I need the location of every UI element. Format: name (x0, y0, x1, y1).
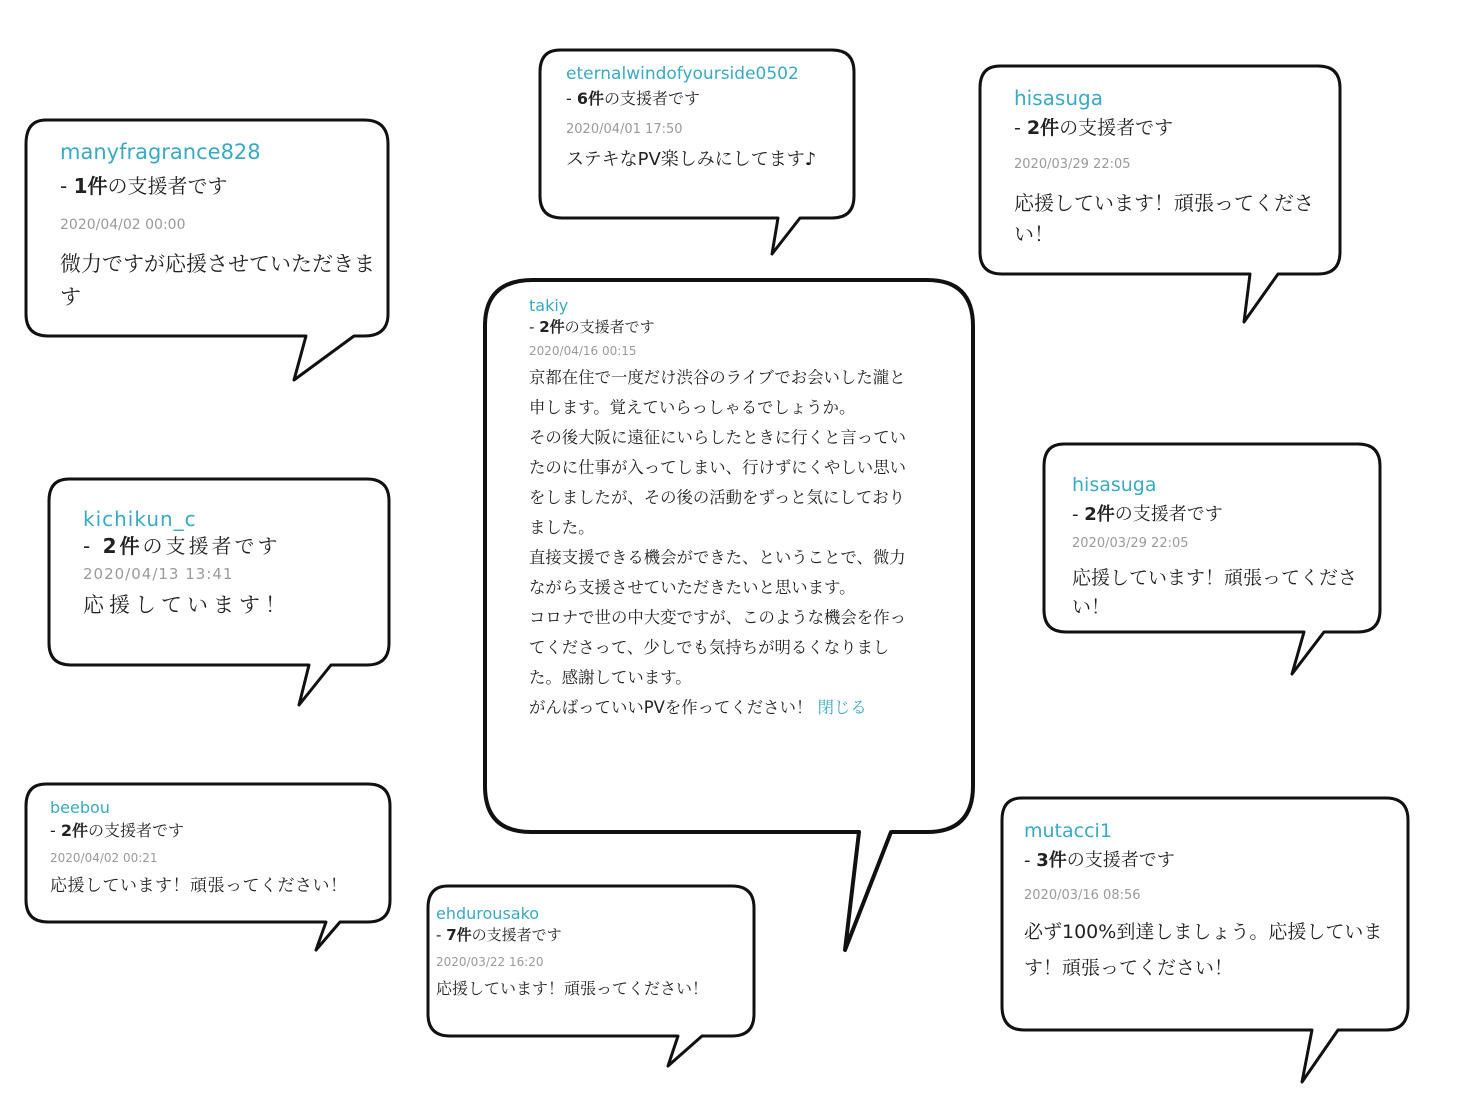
comment-bubble-mutacci1 (1000, 796, 1412, 1086)
comment-message: 必ず100%到達しましょう。応援しています！頑張ってください！ (1024, 920, 1383, 979)
comment-date: 2020/03/29 22:05 (1072, 536, 1189, 552)
comment-message: ステキなPV楽しみにしてます♪ (566, 148, 817, 170)
supporter-count: - 1件の支援者です (60, 174, 228, 199)
username[interactable]: ehdurousako (436, 904, 540, 923)
comment-message-text: 京都在住で一度だけ渋谷のライブでお会いした瀧と申します。覚えていらっしゃるでしょうか。 その後大阪に遠征にいらしたときに行くと言っていたのに仕事が入ってしまい、行けずにくやしい思いをしましたが、その後の活動をずっと気にしておりました。 直接支援できる機会ができた、ということで、微力ながら支援させていただきたいと思います。 コロナで世の中大変ですが、このような機会を作ってくださって、少しでも気持ちが明るくなりました。感謝しています。 がんばっていいPVを作ってください！ (529, 368, 906, 718)
username[interactable]: beebou (50, 798, 110, 817)
username[interactable]: hisasuga (1014, 86, 1103, 110)
username[interactable]: kichikun_c (83, 507, 197, 531)
comment-message: 応援しています！頑張ってください！ (436, 979, 709, 999)
supporter-count: - 2件の支援者です (529, 318, 655, 337)
comment-bubble-kichikun_c (47, 477, 391, 709)
comment-date: 2020/03/29 22:05 (1014, 156, 1131, 172)
comment-bubble-takiy (483, 278, 975, 954)
supporter-count: - 2件の支援者です (50, 821, 185, 841)
username[interactable]: mutacci1 (1024, 820, 1112, 842)
supporter-count: - 2件の支援者です (1072, 503, 1223, 525)
comment-message: 応援しています！頑張ってください！ (1014, 191, 1314, 247)
comment-date: 2020/04/02 00:00 (60, 217, 186, 234)
supporter-count: - 3件の支援者です (1024, 849, 1175, 871)
username[interactable]: hisasuga (1072, 474, 1157, 496)
comment-bubble-eternalwindofyourside0502 (538, 48, 856, 258)
comment-message: 応援しています！頑張ってください！ (1072, 566, 1358, 619)
close-link[interactable]: 閉じる (817, 698, 867, 718)
comment-bubble-beebou (24, 782, 394, 954)
supporter-count: - 7件の支援者です (436, 926, 562, 945)
username[interactable]: eternalwindofyourside0502 (566, 64, 799, 84)
comment-date: 2020/03/22 16:20 (436, 954, 544, 969)
comment-bubble-hisasuga-2 (1042, 442, 1382, 678)
comment-date: 2020/04/02 00:21 (50, 850, 158, 865)
comment-bubble-manyfragrance828 (24, 118, 390, 386)
supporter-count: - 2件の支援者です (1014, 117, 1174, 139)
username[interactable]: manyfragrance828 (60, 140, 261, 164)
comment-date: 2020/04/16 00:15 (529, 343, 637, 358)
supporter-count: - 2件の支援者です (83, 534, 281, 558)
supporter-count: - 6件の支援者です (566, 89, 701, 109)
comment-message (529, 363, 913, 723)
username[interactable]: takiy (529, 296, 569, 315)
comment-message: 応援しています！ (83, 593, 291, 617)
comment-bubble-ehdurousako (426, 884, 758, 1070)
comment-message: 応援しています！頑張ってください！ (50, 876, 348, 897)
comment-date: 2020/04/13 13:41 (83, 565, 234, 583)
comment-bubble-hisasuga (978, 64, 1342, 326)
comment-date: 2020/04/01 17:50 (566, 122, 683, 138)
comment-date: 2020/03/16 08:56 (1024, 888, 1141, 904)
comment-message: 微力ですが応援させていただきます (60, 251, 375, 309)
